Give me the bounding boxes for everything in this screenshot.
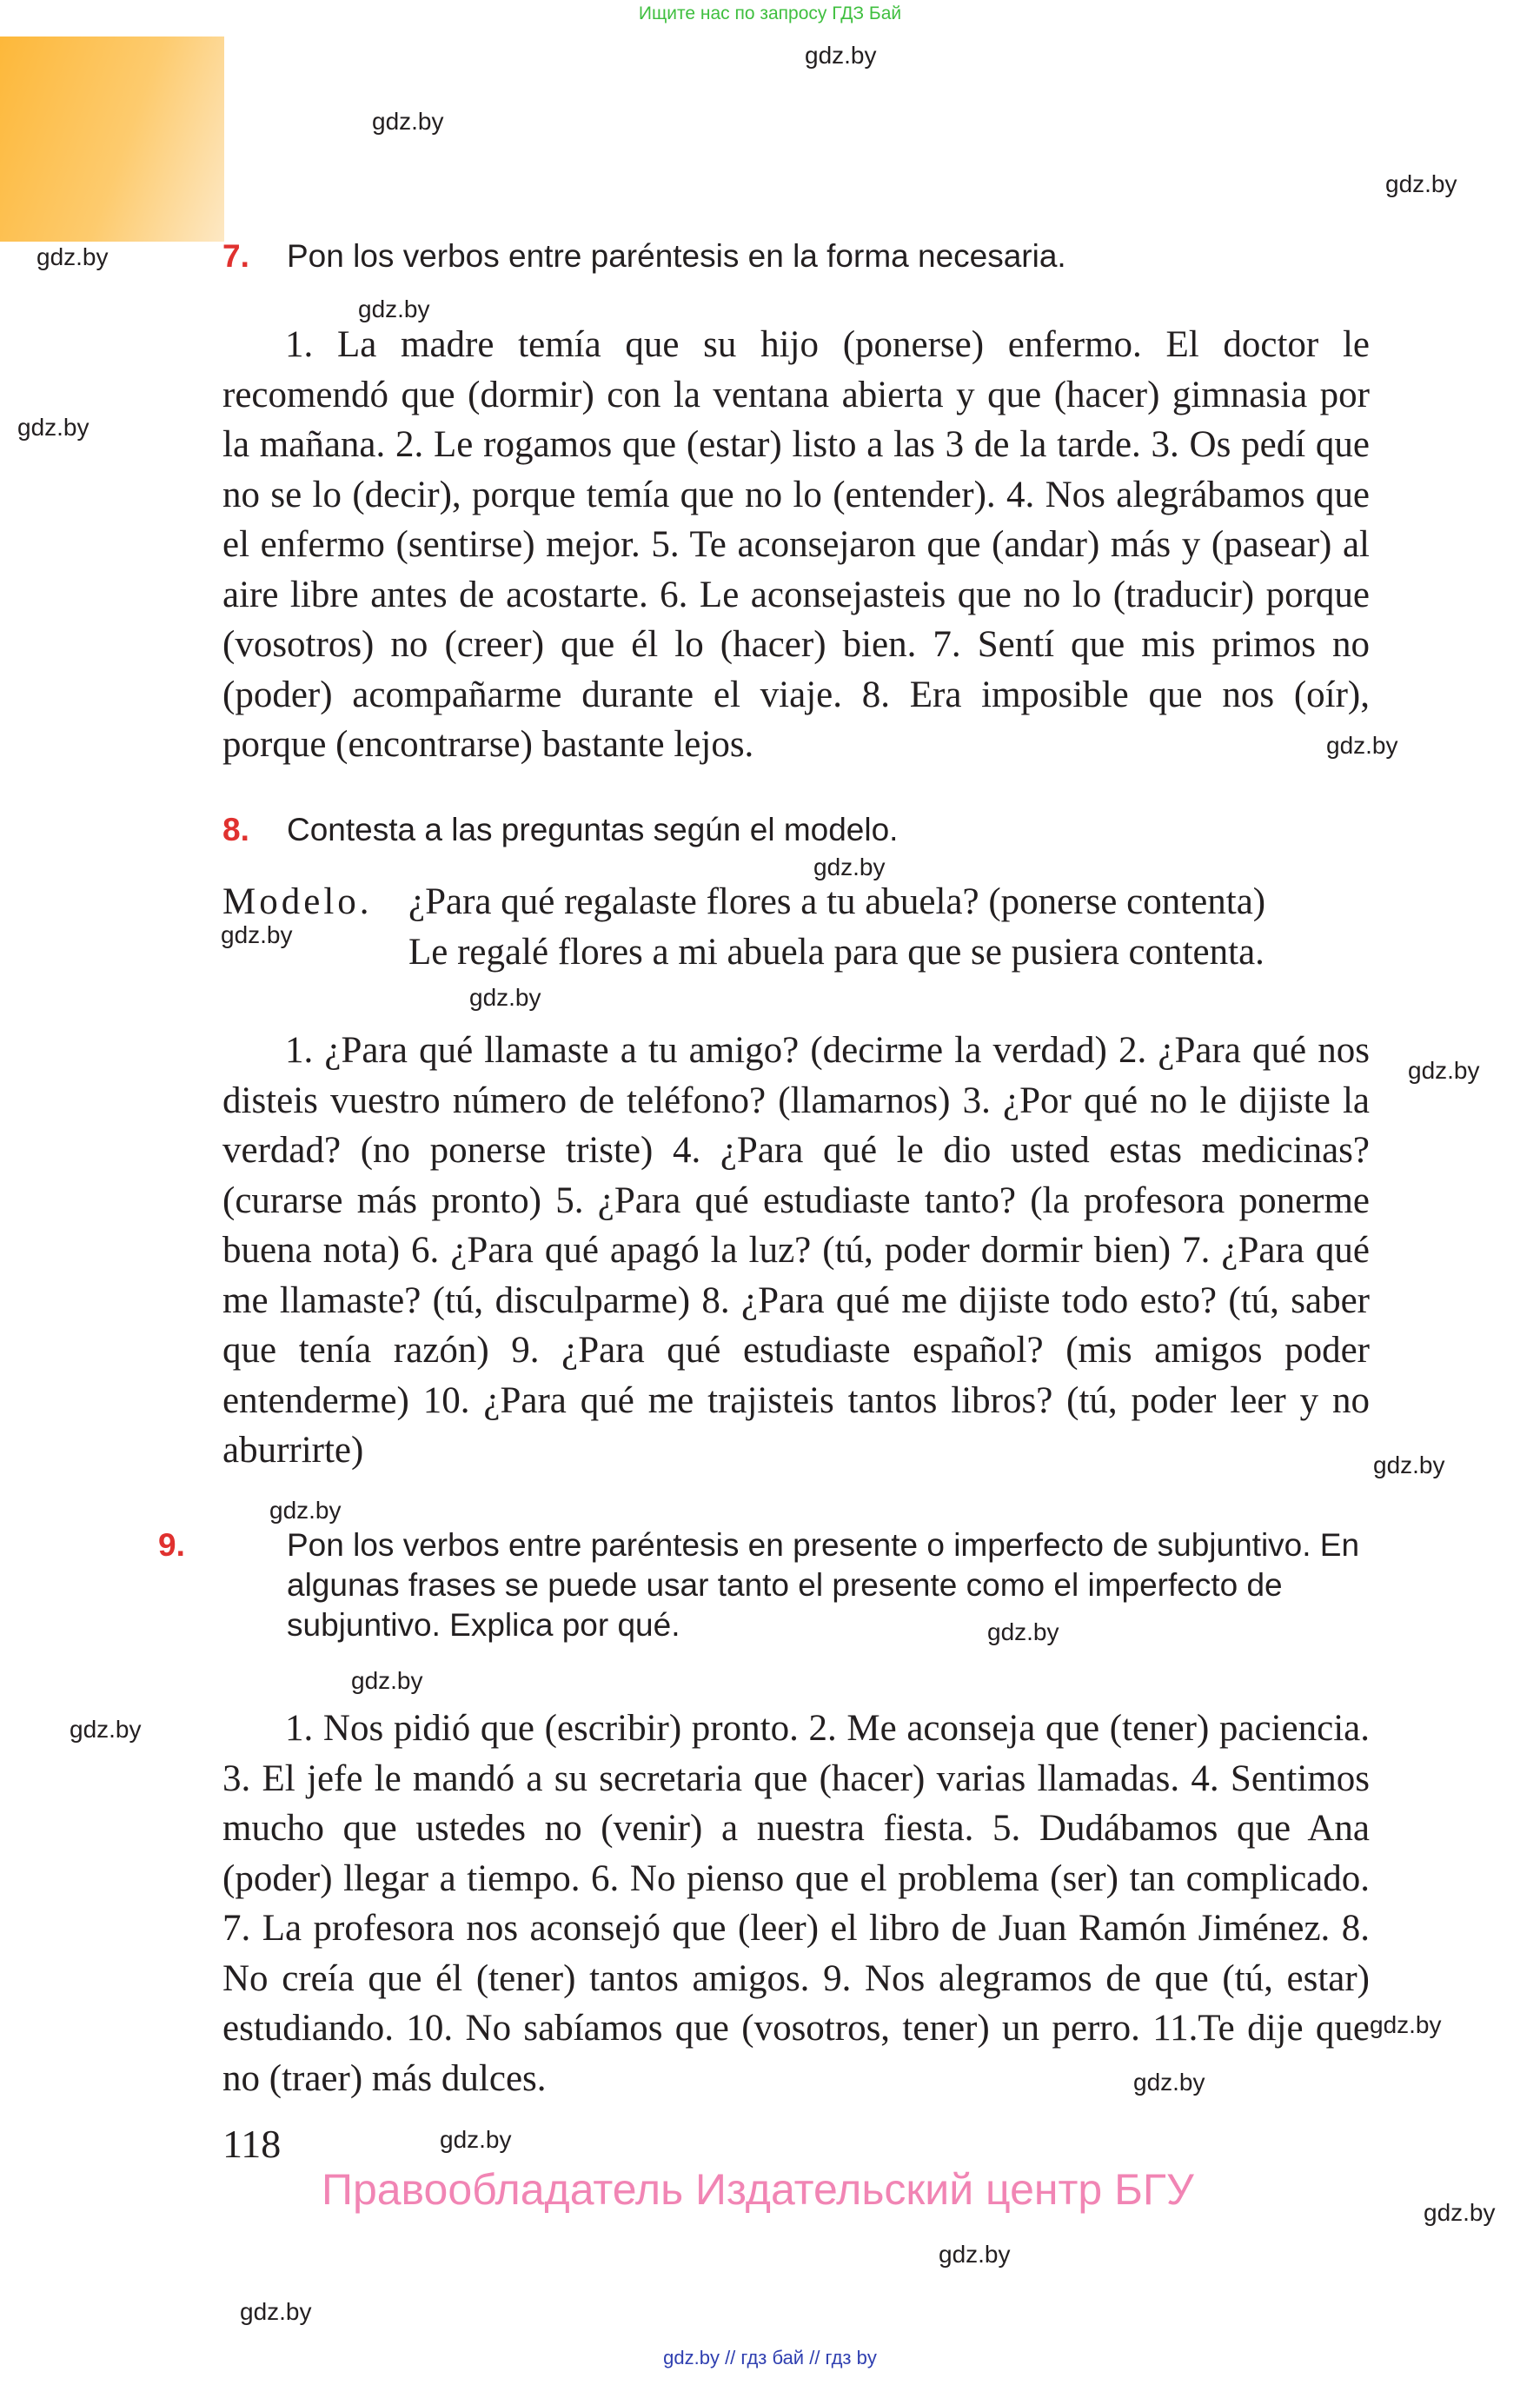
exercise-9-instruction: Pon los verbos entre paréntesis en presente o imperfecto de subjuntivo. En algunas frases se puede usar tanto el presente como el imperfecto de subjuntivo. Explica por qué. — [287, 1527, 1360, 1643]
watermark: gdz.by — [805, 42, 877, 69]
modelo-question: ¿Para qué regalaste flores a tu abuela? (ponerse contenta) — [408, 881, 1266, 922]
watermark: gdz.by — [440, 2126, 512, 2153]
watermark: gdz.by — [1373, 1452, 1445, 1478]
exercise-9-text: 1. Nos pidió que (escribir) pronto. 2. Me aconseja que (tener) paciencia. 3. El jefe le mandó a su secretaria que (hacer) varias llamadas. 4. Sentimos mucho que ustedes no (venir) a nuestra fiesta. 5. Dudábamos que Ana (poder) llegar a tiempo. 6. No pienso que el problema (ser) tan complicado. 7. La profesora nos aconsejó que (leer) el libro de Juan Ramón Jiménez. 8. No creía que él (tener) tantos amigos. 9. Nos alegramos de que (tú, estar) estudiando. 10. No sabíamos que (vosotros, tener) un perro. 11.Te dije que no (traer) más dulces. — [222, 1708, 1370, 2099]
watermark: gdz.by — [372, 108, 444, 135]
top-note: Ищите нас по запросу ГДЗ Бай — [638, 3, 902, 23]
exercise-7-number: 7. — [222, 238, 249, 274]
rights-holder: Правообладатель Издательский центр БГУ — [322, 2165, 1194, 2214]
watermark: gdz.by — [221, 921, 293, 948]
watermark: gdz.by — [1326, 732, 1398, 759]
bottom-links[interactable]: gdz.by // гдз бай // гдз by — [663, 2347, 877, 2368]
watermark: gdz.by — [17, 414, 90, 441]
exercise-9-number: 9. — [158, 1527, 185, 1563]
watermark: gdz.by — [351, 1667, 423, 1694]
watermark: gdz.by — [1408, 1057, 1480, 1084]
exercise-9-heading — [158, 1525, 1378, 1645]
modelo-answer: Le regalé flores a mi abuela para que se pusiera contenta. — [408, 932, 1265, 973]
exercise-7-heading — [222, 236, 1378, 276]
watermark: gdz.by — [70, 1716, 142, 1743]
exercise-7-instruction: Pon los verbos entre paréntesis en la forma necesaria. — [287, 238, 1066, 274]
exercise-8-text: 1. ¿Para qué llamaste a tu amigo? (decirme la verdad) 2. ¿Para qué nos disteis vuestro número de teléfono? (llamarnos) 3. ¿Por qué no le dijiste la verdad? (no ponerse triste) 4. ¿Para qué le dio usted estas medicinas? (curarse más pronto) 5. ¿Para qué estudiaste tanto? (la profesora ponerme buena nota) 6. ¿Para qué apagó la luz? (tú, poder dormir bien) 7. ¿Para qué me llamaste? (tú, disculparme) 8. ¿Para qué me dijiste todo esto? (tú, saber que tenía razón) 9. ¿Para qué estudiaste español? (mis amigos poder entenderme) 10. ¿Para qué me trajisteis tantos libros? (tú, poder leer y no aburrirte) — [222, 1030, 1370, 1471]
page-number: 118 — [222, 2122, 282, 2166]
watermark: gdz.by — [1133, 2069, 1205, 2096]
watermark: gdz.by — [358, 296, 430, 322]
exercise-8-number: 8. — [222, 812, 249, 847]
watermark: gdz.by — [37, 243, 109, 270]
watermark: gdz.by — [1385, 170, 1457, 197]
exercise-8-heading — [222, 810, 1378, 850]
watermark: gdz.by — [813, 854, 886, 880]
watermark: gdz.by — [1370, 2011, 1442, 2038]
watermark: gdz.by — [240, 2298, 312, 2325]
modelo-label: Modelo. — [222, 881, 373, 922]
watermark: gdz.by — [1424, 2199, 1496, 2226]
corner-decoration — [0, 37, 224, 242]
exercise-8-instruction: Contesta a las preguntas según el modelo. — [287, 812, 899, 847]
watermark: gdz.by — [939, 2241, 1011, 2268]
watermark: gdz.by — [269, 1497, 342, 1524]
watermark: gdz.by — [469, 984, 541, 1011]
watermark: gdz.by — [987, 1618, 1059, 1645]
exercise-7-text: 1. La madre temía que su hijo (ponerse) enfermo. El doctor le recomendó que (dormir) con la ventana abierta y que (hacer) gimnasia por la mañana. 2. Le rogamos que (estar) listo a las 3 de la tarde. 3. Os pedí que no se lo (decir), porque temía que no lo (entender). 4. Nos alegrábamos que el enfermo (sentirse) mejor. 5. Te aconsejaron que (andar) más y (pasear) al aire libre antes de acostarte. 6. Le aconsejasteis que no lo (traducir) porque (vosotros) no (creer) que él lo (hacer) bien. 7. Sentí que mis primos no (poder) acompañarme durante el viaje. 8. Era imposible que nos (oír), porque (encontrarse) bastante lejos. — [222, 324, 1370, 765]
